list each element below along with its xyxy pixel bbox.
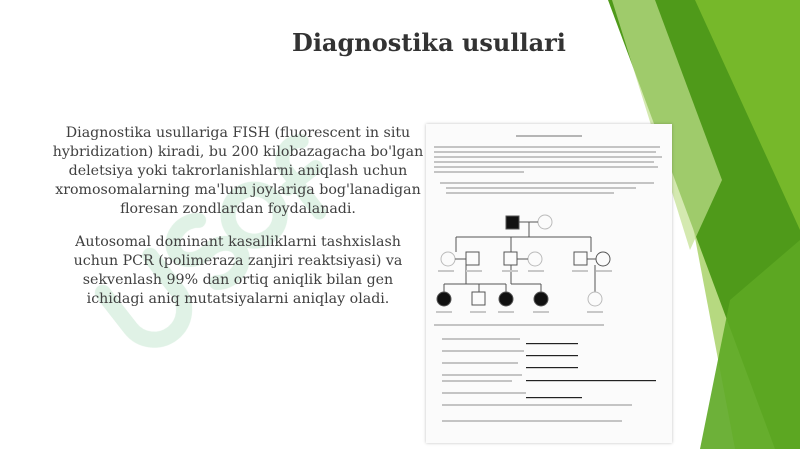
pedigree-worksheet-image (426, 124, 672, 443)
paragraph-pcr: Autosomal dominant kasalliklarni tashxislash uchun PCR (polimeraza zanjiri reaktsiyasi) va sekvenlash 99% dan ortiq aniqlik bilan gen ichidagi aniq mutatsiyalarni aniqlay oladi. (73, 234, 403, 307)
slide-title: Diagnostika usullari (292, 28, 566, 57)
slide-body (52, 124, 424, 323)
pedigree-chart (426, 124, 672, 443)
paragraph-fish: Diagnostika usullariga FISH (fluorescent in situ hybridization) kiradi, bu 200 kilobazagacha bo'lgan deletsiya yoki takrorlanishlarni aniqlash uchun xromosomalarning ma'lum joylariga bog'lanadigan floresan zondlardan foydalanadi. (52, 125, 424, 217)
